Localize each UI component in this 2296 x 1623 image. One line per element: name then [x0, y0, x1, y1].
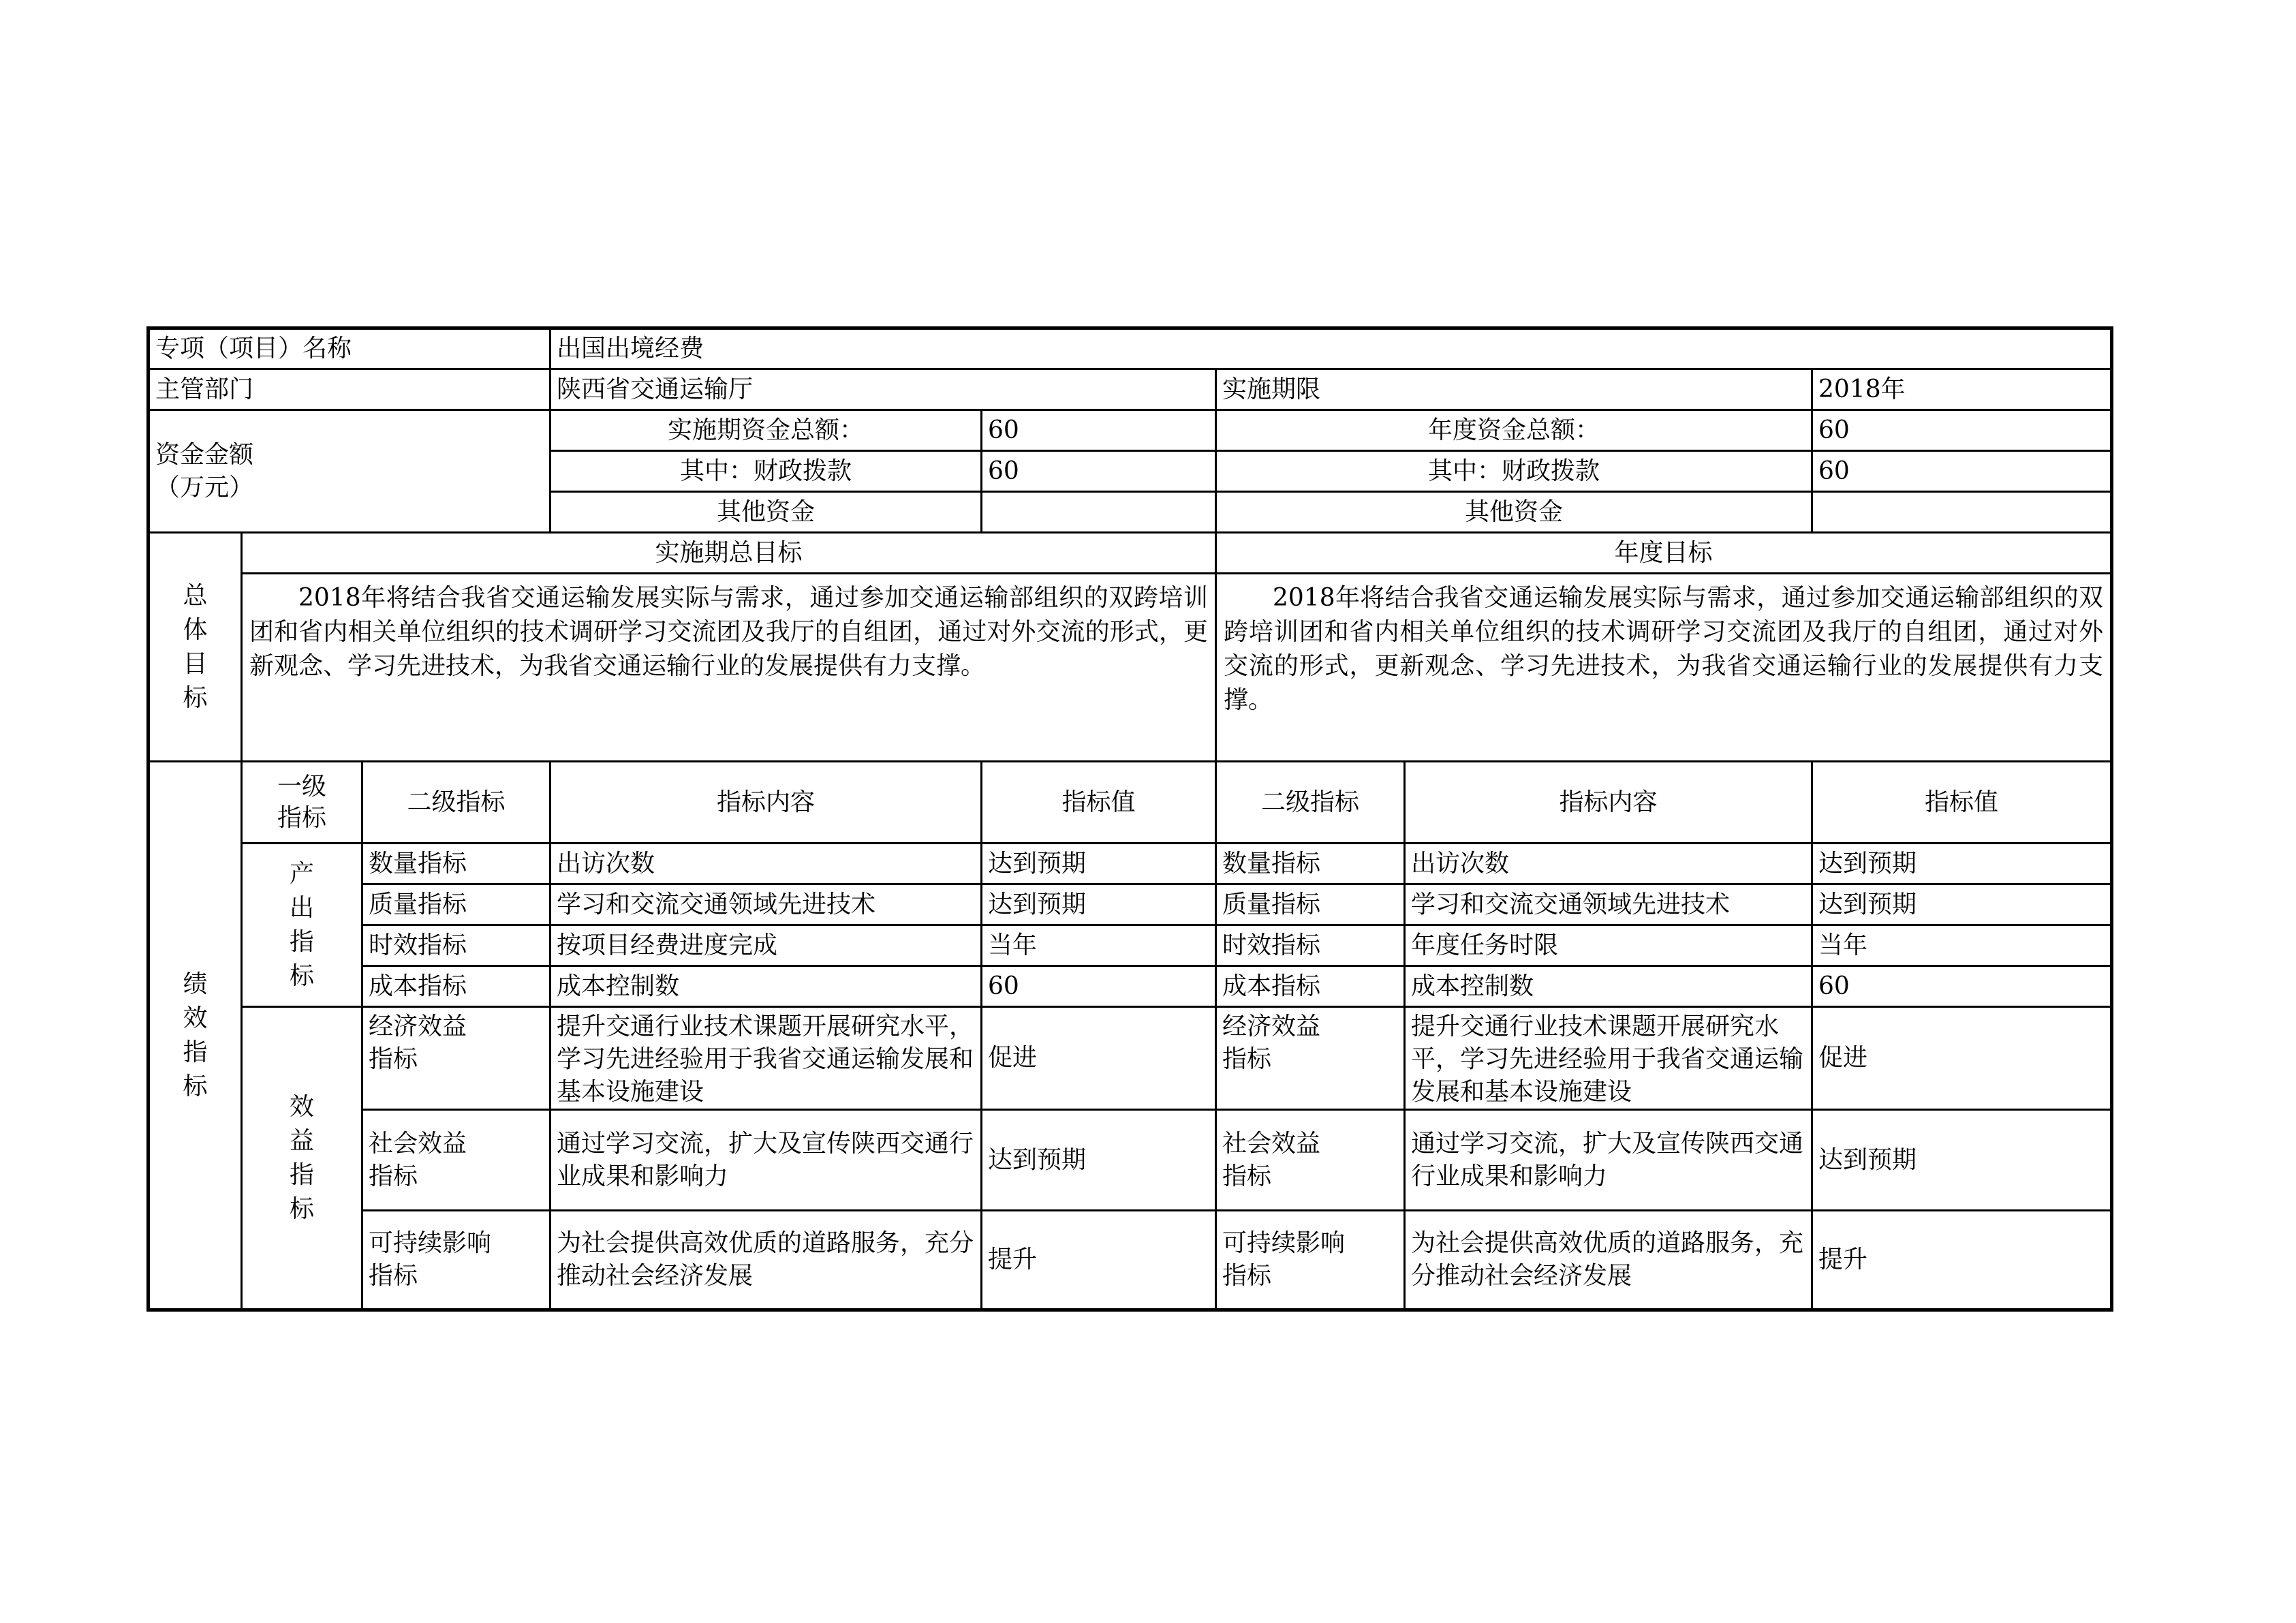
performance-indicator-char: 指: [183, 1038, 208, 1066]
content-header-annual: 指标内容: [1405, 762, 1812, 844]
overall-goal-char: 标: [183, 683, 208, 712]
benefit-level2-annual: [1216, 1110, 1405, 1211]
period-total-label: 实施期资金总额：: [550, 410, 982, 451]
benefit-content: 为社会提供高效优质的道路服务，充分推动社会经济发展: [550, 1211, 982, 1310]
output-level2: 数量指标: [362, 844, 550, 884]
annual-fiscal-label: 其中：财政拨款: [1216, 451, 1812, 492]
table-row: [149, 1211, 2112, 1310]
output-indicator-char: 出: [289, 893, 314, 922]
benefit-level2: [362, 1211, 550, 1310]
output-value: 当年: [982, 925, 1216, 966]
benefit-level2-line1: 社会效益: [1222, 1129, 1321, 1158]
funds-label: [149, 410, 550, 533]
overall-goal-char: 体: [183, 615, 208, 644]
level1-header-line1: 一级: [277, 772, 326, 801]
output-content-annual: 学习和交流交通领域先进技术: [1405, 884, 1812, 925]
benefit-level2-line1: 可持续影响: [1222, 1229, 1346, 1257]
output-level2-annual: 质量指标: [1216, 884, 1405, 925]
output-content-annual: 年度任务时限: [1405, 925, 1812, 966]
benefit-level2-line2: 指标: [1222, 1045, 1272, 1073]
benefit-level2-line1: 经济效益: [369, 1013, 467, 1040]
benefit-content-annual: 提升交通行业技术课题开展研究水平，学习先进经验用于我省交通运输发展和基本设施建设: [1405, 1007, 1812, 1110]
department-value: 陕西省交通运输厅: [550, 369, 1216, 410]
benefit-level2-line2: 指标: [1222, 1162, 1272, 1190]
benefit-content: 通过学习交流，扩大及宣传陕西交通行业成果和影响力: [550, 1110, 982, 1211]
overall-goal-char: 总: [183, 581, 208, 610]
level2-header-annual: 二级指标: [1216, 762, 1405, 844]
benefit-indicator-char: 指: [289, 1160, 314, 1189]
performance-indicator-char: 效: [183, 1004, 208, 1032]
annual-goal-header: 年度目标: [1216, 533, 2112, 574]
output-level2-annual: 成本指标: [1216, 966, 1405, 1007]
benefit-content-annual: 通过学习交流，扩大及宣传陕西交通行业成果和影响力: [1405, 1110, 1812, 1211]
output-indicator-char: 产: [289, 859, 314, 888]
benefit-level2-line1: 可持续影响: [369, 1229, 492, 1257]
level1-header-line2: 指标: [277, 803, 326, 832]
performance-target-table: [146, 326, 2113, 1312]
benefit-value-annual: 达到预期: [1812, 1110, 2112, 1211]
output-value: 达到预期: [982, 844, 1216, 884]
annual-goal-text: 2018年将结合我省交通运输发展实际与需求，通过参加交通运输部组织的双跨培训团和省内相关单位组织的技术调研学习交流团及我厅的自组团，通过对外交流的形式，更新观念、学习先进技术，为我省交通运输行业的发展提供有力支撑。: [1216, 574, 2112, 762]
table-row: [149, 925, 2112, 966]
period-other-label: 其他资金: [550, 492, 982, 533]
performance-indicator-label: [149, 762, 242, 1310]
period-fiscal-label: 其中：财政拨款: [550, 451, 982, 492]
annual-other-label: 其他资金: [1216, 492, 1812, 533]
benefit-value-annual: 提升: [1812, 1211, 2112, 1310]
output-value-annual: 达到预期: [1812, 884, 2112, 925]
table-row: [149, 884, 2112, 925]
content-header: 指标内容: [550, 762, 982, 844]
output-value-annual: 当年: [1812, 925, 2112, 966]
output-content-annual: 出访次数: [1405, 844, 1812, 884]
annual-total-label: 年度资金总额：: [1216, 410, 1812, 451]
output-level2-annual: 数量指标: [1216, 844, 1405, 884]
output-content: 学习和交流交通领域先进技术: [550, 884, 982, 925]
output-value-annual: 达到预期: [1812, 844, 2112, 884]
period-total-value: 60: [982, 410, 1216, 451]
benefit-value: 提升: [982, 1211, 1216, 1310]
output-indicator-label: [242, 844, 362, 1007]
annual-total-value: 60: [1812, 410, 2112, 451]
output-content: 成本控制数: [550, 966, 982, 1007]
output-level2: 质量指标: [362, 884, 550, 925]
benefit-value: 达到预期: [982, 1110, 1216, 1211]
period-value: 2018年: [1812, 369, 2112, 410]
benefit-level2-annual: [1216, 1007, 1405, 1110]
benefit-level2-line2: 指标: [1222, 1262, 1272, 1290]
output-content: 按项目经费进度完成: [550, 925, 982, 966]
table-row: [149, 966, 2112, 1007]
output-value: 60: [982, 966, 1216, 1007]
output-level2-annual: 时效指标: [1216, 925, 1405, 966]
performance-indicator-char: 绩: [183, 970, 208, 998]
output-value-annual: 60: [1812, 966, 2112, 1007]
department-label: 主管部门: [149, 369, 550, 410]
period-goal-text: 2018年将结合我省交通运输发展实际与需求，通过参加交通运输部组织的双跨培训团和省内相关单位组织的技术调研学习交流团及我厅的自组团，通过对外交流的形式，更新观念、学习先进技术，为我省交通运输行业的发展提供有力支撑。: [242, 574, 1216, 762]
output-indicator-char: 标: [289, 961, 314, 990]
period-other-value: [982, 492, 1216, 533]
output-content-annual: 成本控制数: [1405, 966, 1812, 1007]
benefit-level2-line2: 指标: [369, 1045, 418, 1073]
benefit-level2: [362, 1110, 550, 1211]
annual-fiscal-value: 60: [1812, 451, 2112, 492]
benefit-level2-line2: 指标: [369, 1262, 418, 1290]
output-level2: 时效指标: [362, 925, 550, 966]
benefit-content-annual: 为社会提供高效优质的道路服务，充分推动社会经济发展: [1405, 1211, 1812, 1310]
benefit-level2-annual: [1216, 1211, 1405, 1310]
performance-indicator-char: 标: [183, 1072, 208, 1100]
level2-header: 二级指标: [362, 762, 550, 844]
overall-goal-label: [149, 533, 242, 762]
output-indicator-char: 指: [289, 927, 314, 956]
annual-other-value: [1812, 492, 2112, 533]
output-content: 出访次数: [550, 844, 982, 884]
benefit-indicator-char: 效: [289, 1092, 314, 1121]
project-name-label: 专项（项目）名称: [149, 328, 550, 369]
benefit-value-annual: 促进: [1812, 1007, 2112, 1110]
output-value: 达到预期: [982, 884, 1216, 925]
table-row: [149, 844, 2112, 884]
table-row: [149, 1110, 2112, 1211]
benefit-content: 提升交通行业技术课题开展研究水平，学习先进经验用于我省交通运输发展和基本设施建设: [550, 1007, 982, 1110]
benefit-level2-line1: 经济效益: [1222, 1013, 1321, 1040]
table-row: [149, 1007, 2112, 1110]
benefit-indicator-char: 标: [289, 1194, 314, 1223]
value-header: 指标值: [982, 762, 1216, 844]
benefit-indicator-char: 益: [289, 1126, 314, 1155]
period-label: 实施期限: [1216, 369, 1812, 410]
benefit-level2: [362, 1007, 550, 1110]
overall-goal-char: 目: [183, 649, 208, 678]
output-level2: 成本指标: [362, 966, 550, 1007]
value-header-annual: 指标值: [1812, 762, 2112, 844]
period-goal-header: 实施期总目标: [242, 533, 1216, 574]
funds-label-line2: （万元）: [155, 473, 254, 501]
funds-label-line1: 资金金额: [155, 440, 254, 469]
level1-header: [242, 762, 362, 844]
benefit-level2-line2: 指标: [369, 1162, 418, 1190]
project-name-value: 出国出境经费: [550, 328, 2112, 369]
benefit-value: 促进: [982, 1007, 1216, 1110]
period-fiscal-value: 60: [982, 451, 1216, 492]
benefit-level2-line1: 社会效益: [369, 1129, 467, 1158]
benefit-indicator-label: [242, 1007, 362, 1310]
